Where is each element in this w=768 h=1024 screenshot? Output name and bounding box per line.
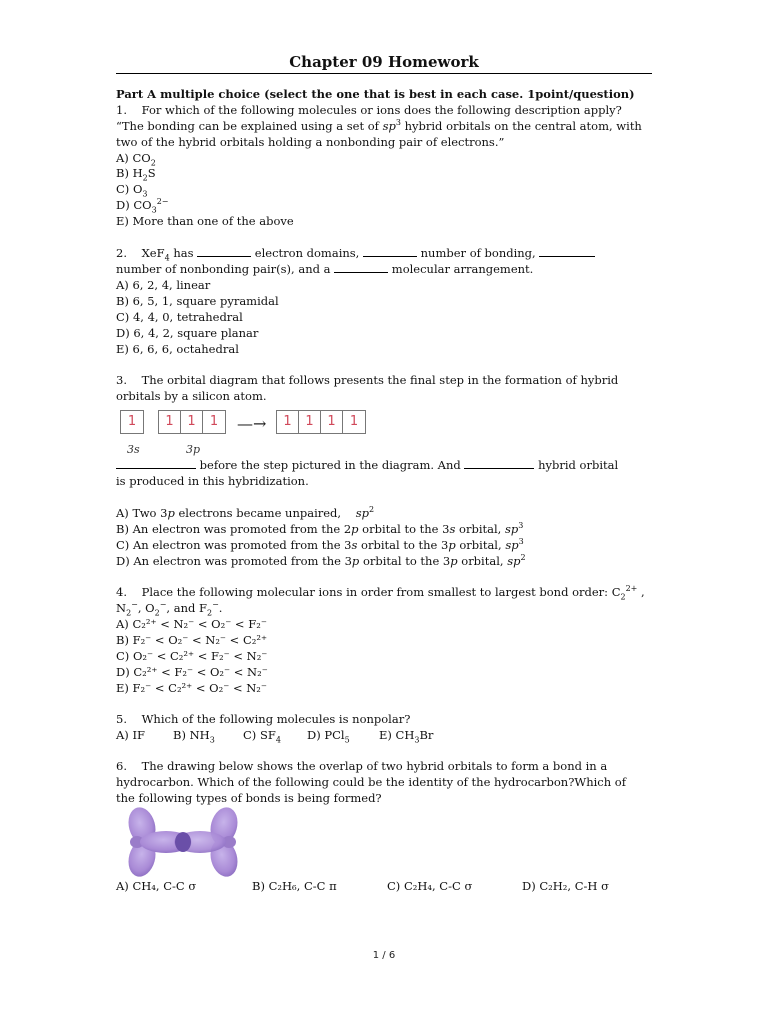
q1-option-b: B) $H_2S$ xyxy=(116,166,156,183)
q3-option-d: D) An electron was promoted from the 3p orbital to the 3p orbital, $sp^2$ xyxy=(116,553,526,568)
q6-option-d: D) C₂H₂, C-H σ xyxy=(522,879,609,893)
q4-option-b: B) F₂⁻ < O₂⁻ < N₂⁻ < C₂²⁺ xyxy=(116,633,268,647)
orbital-box-3s xyxy=(120,410,144,434)
q2-stem-line2: number of nonbonding pair(s), and a molecular arrangement. xyxy=(116,262,534,276)
q5-option-a: A) IF xyxy=(116,728,145,742)
q1-stem-line1: 1. For which of the following molecules or ions does the following description apply? xyxy=(116,103,622,117)
q3-option-c: C) An electron was promoted from the 3s orbital to the 3p orbital, $sp^3$ xyxy=(116,537,524,552)
q5-stem: 5. Which of the following molecules is nonpolar? xyxy=(116,712,411,726)
q1-option-c: C) $O_3$ xyxy=(116,182,148,199)
q2-option-d: D) 6, 4, 2, square planar xyxy=(116,326,259,340)
overlap-region xyxy=(175,832,191,852)
orbital-electron: 1 xyxy=(299,411,321,433)
q2-option-a: A) 6, 2, 4, linear xyxy=(116,278,211,292)
q2-option-b: B) 6, 5, 1, square pyramidal xyxy=(116,294,279,308)
q6-option-c: C) C₂H₄, C-C σ xyxy=(387,879,473,893)
orbital-electron: 1 xyxy=(321,411,343,433)
orbital-electron: 1 xyxy=(277,411,299,433)
q5-option-e: E) $CH_3Br$ xyxy=(379,728,434,745)
q1-stem-line3: two of the hybrid orbitals holding a nonbonding pair of electrons.” xyxy=(116,135,505,149)
q1-option-a: A) $CO_2$ xyxy=(116,151,156,168)
q3-fill-line2: is produced in this hybridization. xyxy=(116,474,309,488)
q1-option-d: D) $CO_3^{2-}$ xyxy=(116,197,169,215)
right-arrow-icon: —→ xyxy=(237,414,267,433)
part-a-heading: Part A multiple choice (select the one that is best in each case. 1point/question) xyxy=(116,87,635,101)
orbital-electron: 1 xyxy=(181,411,203,433)
orbital-boxes-3p xyxy=(158,410,226,434)
q6-stem-line1: 6. The drawing below shows the overlap of two hybrid orbitals to form a bond in a xyxy=(116,759,608,773)
q3-option-b: B) An electron was promoted from the 2p orbital to the 3s orbital, $sp^3$ xyxy=(116,521,524,536)
q1-option-e: E) More than one of the above xyxy=(116,214,294,228)
orbital-electron: 1 xyxy=(209,414,219,429)
q6-option-a: A) CH₄, C-C σ xyxy=(116,879,197,893)
orbital-electron: 1 xyxy=(349,414,359,429)
hybrid-orbital-overlap-figure xyxy=(122,806,244,878)
q4-stem-line2: $N_2^-$, $O_2^-$, and $F_2^-$. xyxy=(116,600,223,618)
orbital-electron: 1 xyxy=(159,411,181,433)
q4-option-c: C) O₂⁻ < C₂²⁺ < F₂⁻ < N₂⁻ xyxy=(116,649,268,663)
q5-option-d: D) PCl$_5$ xyxy=(307,728,350,745)
q4-option-a: A) C₂²⁺ < N₂⁻ < O₂⁻ < F₂⁻ xyxy=(116,617,267,631)
q4-option-d: D) C₂²⁺ < F₂⁻ < O₂⁻ < N₂⁻ xyxy=(116,665,268,679)
page-number: 1 / 6 xyxy=(372,950,396,961)
q3-option-a: A) Two 3p electrons became unpaired, $sp^2$ xyxy=(116,505,375,520)
q5-option-c: C) $SF_4$ xyxy=(243,728,281,745)
q4-stem-line1: 4. Place the following molecular ions in order from smallest to largest bond order: $C_2^{2+}$ , xyxy=(116,584,645,602)
q3-fill-line1: before the step pictured in the diagram. And hybrid orbital xyxy=(116,458,618,473)
q6-stem-line3: the following types of bonds is being formed? xyxy=(116,791,382,805)
q6-option-b: B) C₂H₆, C-C π xyxy=(252,879,337,893)
orbital-boxes-hybrid xyxy=(276,410,366,434)
q2-option-e: E) 6, 6, 6, octahedral xyxy=(116,342,239,356)
q2-stem-line1: 2. XeF$_4$ has electron domains, number of bonding, xyxy=(116,246,595,261)
title-rule xyxy=(116,73,652,74)
q1-stem-line2: “The bonding can be explained using a set of $sp^3$ hybrid orbitals on the central atom, with xyxy=(116,118,642,133)
orbital-label-3s: 3s xyxy=(127,443,140,456)
orbital-electron: 1 xyxy=(127,414,137,429)
q5-option-b: B) $NH_3$ xyxy=(173,728,215,745)
q2-option-c: C) 4, 4, 0, tetrahedral xyxy=(116,310,243,324)
q3-stem-line2: orbitals by a silicon atom. xyxy=(116,389,267,403)
q3-stem-line1: 3. The orbital diagram that follows presents the final step in the formation of hybrid xyxy=(116,373,619,387)
q6-stem-line2: hydrocarbon. Which of the following could be the identity of the hydrocarbon?Which of xyxy=(116,775,626,789)
orbital-label-3p: 3p xyxy=(186,443,201,456)
page-title: Chapter 09 Homework xyxy=(289,53,479,71)
q4-option-e: E) F₂⁻ < C₂²⁺ < O₂⁻ < N₂⁻ xyxy=(116,681,267,695)
